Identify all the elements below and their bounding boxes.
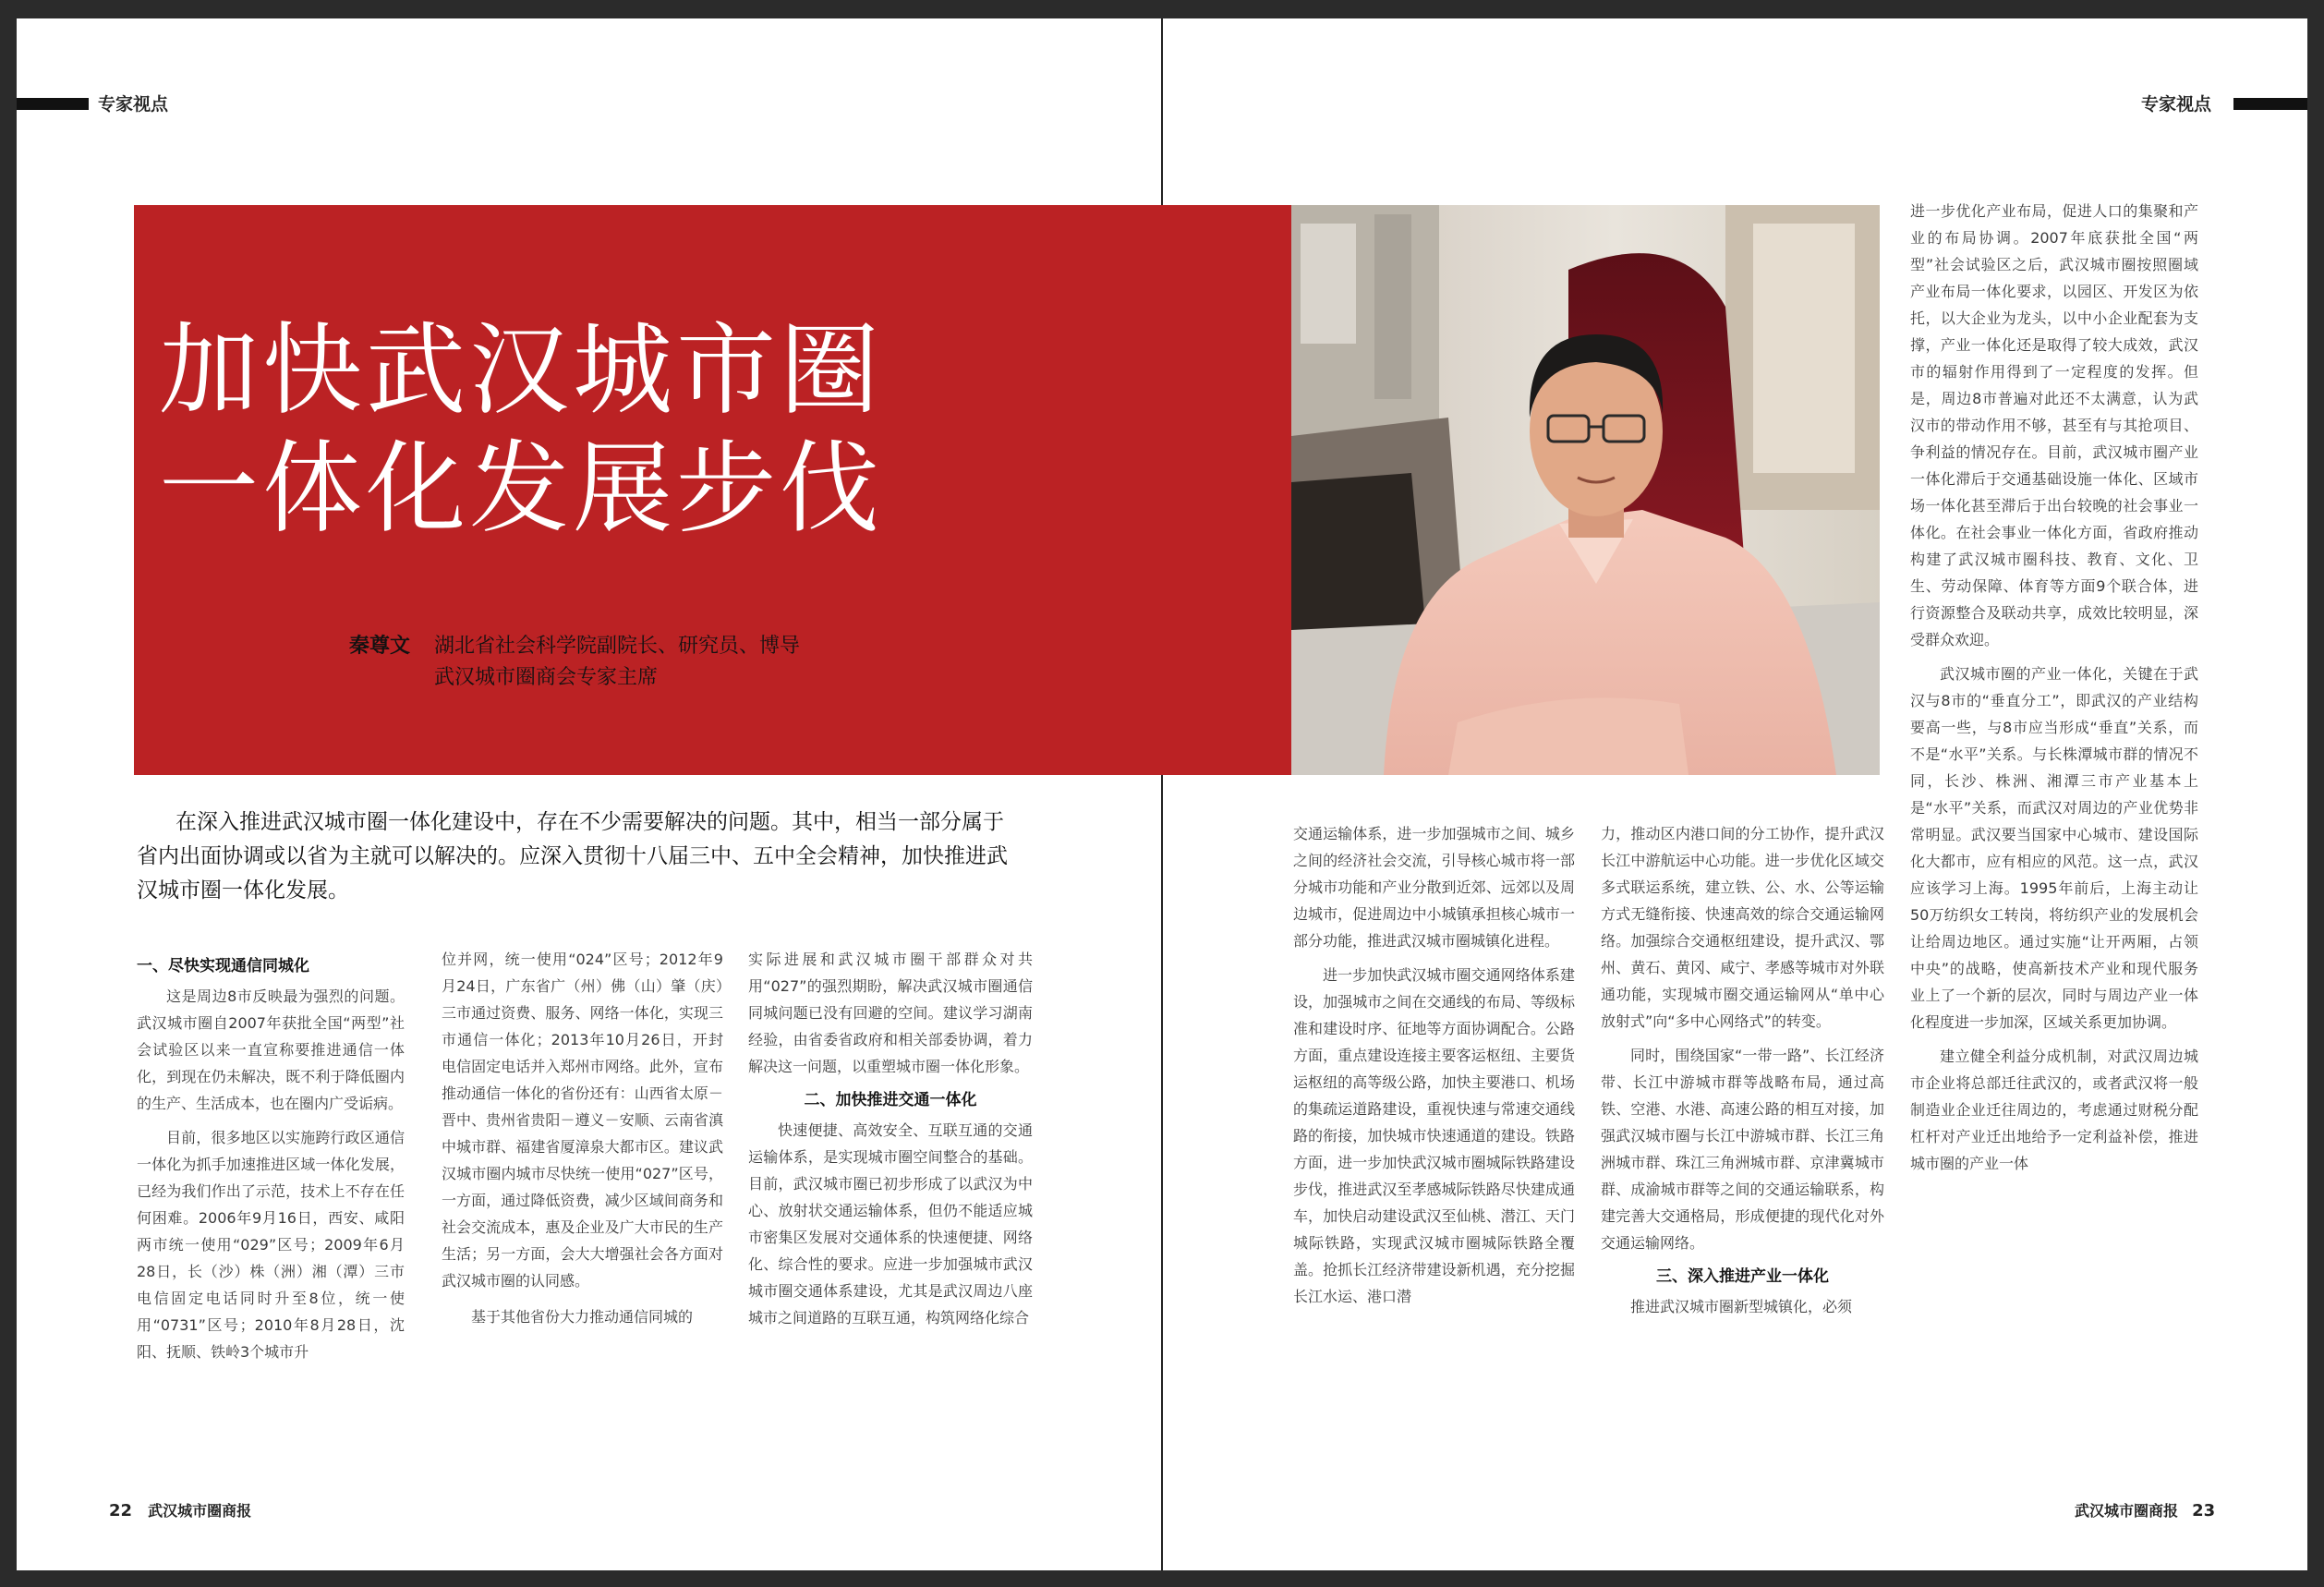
text-column-6 (1910, 198, 2198, 1177)
article-title (159, 312, 883, 549)
title-line-1: 加快武汉城市圈 (159, 313, 884, 429)
page-number-left: 22 (109, 1501, 133, 1520)
author-photo-illustration (1291, 205, 1880, 775)
section-bar-left (17, 98, 89, 110)
author-title-line-2: 武汉城市圈商会专家主席 (434, 666, 659, 689)
publication-name-right: 武汉城市圈商报 (2075, 1502, 2179, 1520)
body-paragraph: 进一步加快武汉城市圈交通网络体系建设，加强城市之间在交通线的布局、等级标准和建设时序、征地等方面协调配合。公路方面，重点建设连接主要客运枢纽、主要货运枢纽的高等级公路，加快主要港口、机场的集疏运道路建设，重视快速与常速交通线路的衔接，加快城市快速通道的建设。铁路方面，进一步加快武汉城市圈城际铁路建设步伐，推进武汉至孝感城际铁路尽快建成通车，加快启动建设武汉至仙桃、潜江、天门城际铁路，实现武汉城市圈城际铁路全覆盖。抢抓长江经济带建设新机遇，充分挖掘长江水运、港口潜 (1293, 966, 1575, 1305)
body-paragraph: 建立健全利益分成机制，对武汉周边城市企业将总部迁往武汉的，或者武汉将一般制造业企业迁往周边的，考虑通过财税分配杠杆对产业迁出地给予一定利益补偿，推进城市圈的产业一体 (1910, 1048, 2198, 1172)
section-heading-3: 三、深入推进产业一体化 (1656, 1267, 1829, 1286)
section-heading-2: 二、加快推进交通一体化 (804, 1091, 977, 1109)
body-paragraph: 进一步优化产业布局，促进人口的集聚和产业的布局协调。2007年底获批全国“两型”社会试验区之后，武汉城市圈按照圈域产业布局一体化要求，以园区、开发区为依托，以大企业为龙头，以中小企业配套为支撑，产业一体化还是取得了较大成效，武汉市的辐射作用得到了一定程度的发挥。但是，周边8市普遍对此还不太满意，认为武汉市的带动作用不够，甚至有与其抢项目、争利益的情况存在。目前，武汉城市圈产业一体化滞后于交通基础设施一体化、区域市场一体化甚至滞后于出台较晚的社会事业一体化。在社会事业一体化方面，省政府推动构建了武汉城市圈科技、教育、文化、卫生、劳动保障、体育等方面9个联合体，进行资源整合及联动共享，成效比较明显，深受群众欢迎。 (1910, 202, 2198, 648)
frame-bottom (0, 1570, 2324, 1587)
text-column-3 (748, 946, 1033, 1331)
text-column-5 (1601, 820, 1884, 1320)
page-number-right: 23 (2192, 1501, 2216, 1520)
frame-top (0, 0, 2324, 18)
author-photo (1291, 205, 1880, 775)
body-paragraph: 推进武汉城市圈新型城镇化，必须 (1630, 1298, 1853, 1315)
frame-right (2307, 0, 2324, 1587)
body-paragraph: 位并网，统一使用“024”区号；2012年9月24日，广东省广（州）佛（山）肇（庆）三市通过资费、服务、网络一体化，实现三市通信一体化；2013年10月26日，开封电信固定电话并入郑州市网络。此外，宣布推动通信一体化的省份还有：山西省太原－晋中、贵州省贵阳－遵义－安顺、云南省滇中城市群、福建省厦漳泉大都市区。建议武汉城市圈内城市尽快统一使用“027”区号，一方面，通过降低资费，减少区域间商务和社会交流成本，惠及企业及广大市民的生产生活；另一方面，会大大增强社会各方面对武汉城市圈的认同感。 (442, 951, 723, 1290)
body-paragraph: 基于其他省份大力推动通信同城的 (471, 1308, 694, 1326)
body-paragraph: 快速便捷、高效安全、互联互通的交通运输体系，是实现城市圈空间整合的基础。目前，武汉城市圈已初步形成了以武汉为中心、放射状交通运输体系，但仍不能适应城市密集区发展对交通体系的快速便捷、网络化、综合性的要求。应进一步加强城市武汉城市圈交通体系建设，尤其是武汉周边八座城市之间道路的互联互通，构筑网络化综合 (748, 1121, 1033, 1327)
body-paragraph: 交通运输体系，进一步加强城市之间、城乡之间的经济社会交流，引导核心城市将一部分城市功能和产业分散到近郊、远郊以及周边城市，促进周边中小城镇承担核心城市一部分功能，推进武汉城市圈城镇化进程。 (1293, 825, 1575, 950)
folio-left (109, 1500, 251, 1522)
section-bar-right (2233, 98, 2307, 110)
body-paragraph: 实际进展和武汉城市圈干部群众对共用“027”的强烈期盼，解决武汉城市圈通信同城问题已没有回避的空间。建议学习湖南经验，由省委省政府和相关部委协调，着力解决这一问题，以重塑城市圈一体化形象。 (748, 951, 1033, 1075)
section-label-right: 专家视点 (2141, 94, 2212, 115)
text-column-2 (442, 946, 723, 1330)
body-paragraph: 武汉城市圈的产业一体化，关键在于武汉与8市的“垂直分工”，即武汉的产业结构要高一些，与8市应当形成“垂直”关系，而不是“水平”关系。与长株潭城市群的情况不同，长沙、株洲、湘潭三市产业基本上是“水平”关系，而武汉对周边的产业优势非常明显。武汉要当国家中心城市、建设国际化大都市，应有相应的风范。这一点，武汉应该学习上海。1995年前后，上海主动让50万纺织女工转岗，将纺织产业的发展机会让给周边地区。通过实施“让开两厢，占领中央”的战略，使高新技术产业和现代服务业上了一个新的层次，同时与周边产业一体化程度进一步加深，区域关系更加协调。 (1910, 665, 2198, 1031)
author-name: 秦尊文 (349, 635, 411, 658)
body-paragraph: 同时，围绕国家“一带一路”、长江经济带、长江中游城市群等战略布局，通过高铁、空港、水港、高速公路的相互对接，加强武汉城市圈与长江中游城市群、长江三角洲城市群、珠江三角洲城市群、京津冀城市群、成渝城市群等之间的交通运输联系，构建完善大交通格局，形成便捷的现代化对外交通运输网络。 (1601, 1047, 1884, 1252)
folio-right (2075, 1500, 2215, 1522)
body-paragraph: 目前，很多地区以实施跨行政区通信一体化为抓手加速推进区域一体化发展，已经为我们作出了示范，技术上不存在任何困难。2006年9月16日，西安、咸阳两市统一使用“029”区号；2009年6月28日，长（沙）株（洲）湘（潭）三市电信固定电话同时升至8位，统一使用“0731”区号；2010年8月28日，沈阳、抚顺、铁岭3个城市升 (137, 1129, 405, 1361)
lead-paragraph: 在深入推进武汉城市圈一体化建设中，存在不少需要解决的问题。其中，相当一部分属于省内出面协调或以省为主就可以解决的。应深入贯彻十八届三中、五中全会精神，加快推进武汉城市圈一体化发展。 (137, 810, 1008, 903)
body-paragraph: 力，推动区内港口间的分工协作，提升武汉长江中游航运中心功能。进一步优化区域交多式联运系统，建立铁、公、水、公等运输方式无缝衔接、快速高效的综合交通运输网络。加强综合交通枢纽建设，提升武汉、鄂州、黄石、黄冈、咸宁、孝感等城市对外联通功能，实现城市圈交通运输网从“单中心放射式”向“多中心网络式”的转变。 (1601, 825, 1884, 1030)
section-heading-1: 一、尽快实现通信同城化 (137, 957, 309, 975)
author-title-line-1: 湖北省社会科学院副院长、研究员、博导 (434, 635, 801, 658)
text-column-1 (137, 946, 405, 1365)
author-titles (434, 631, 800, 694)
body-paragraph: 这是周边8市反映最为强烈的问题。武汉城市圈自2007年获批全国“两型”社会试验区以来一直宣称要推进通信一体化，到现在仍未解决，既不利于降低圈内的生产、生活成本，也在圈内广受诟病。 (137, 987, 405, 1112)
title-line-2: 一体化发展步伐 (159, 431, 884, 547)
publication-name-left: 武汉城市圈商报 (148, 1502, 252, 1520)
section-label-left: 专家视点 (98, 94, 169, 115)
text-column-4 (1293, 820, 1575, 1310)
frame-left (0, 0, 17, 1587)
